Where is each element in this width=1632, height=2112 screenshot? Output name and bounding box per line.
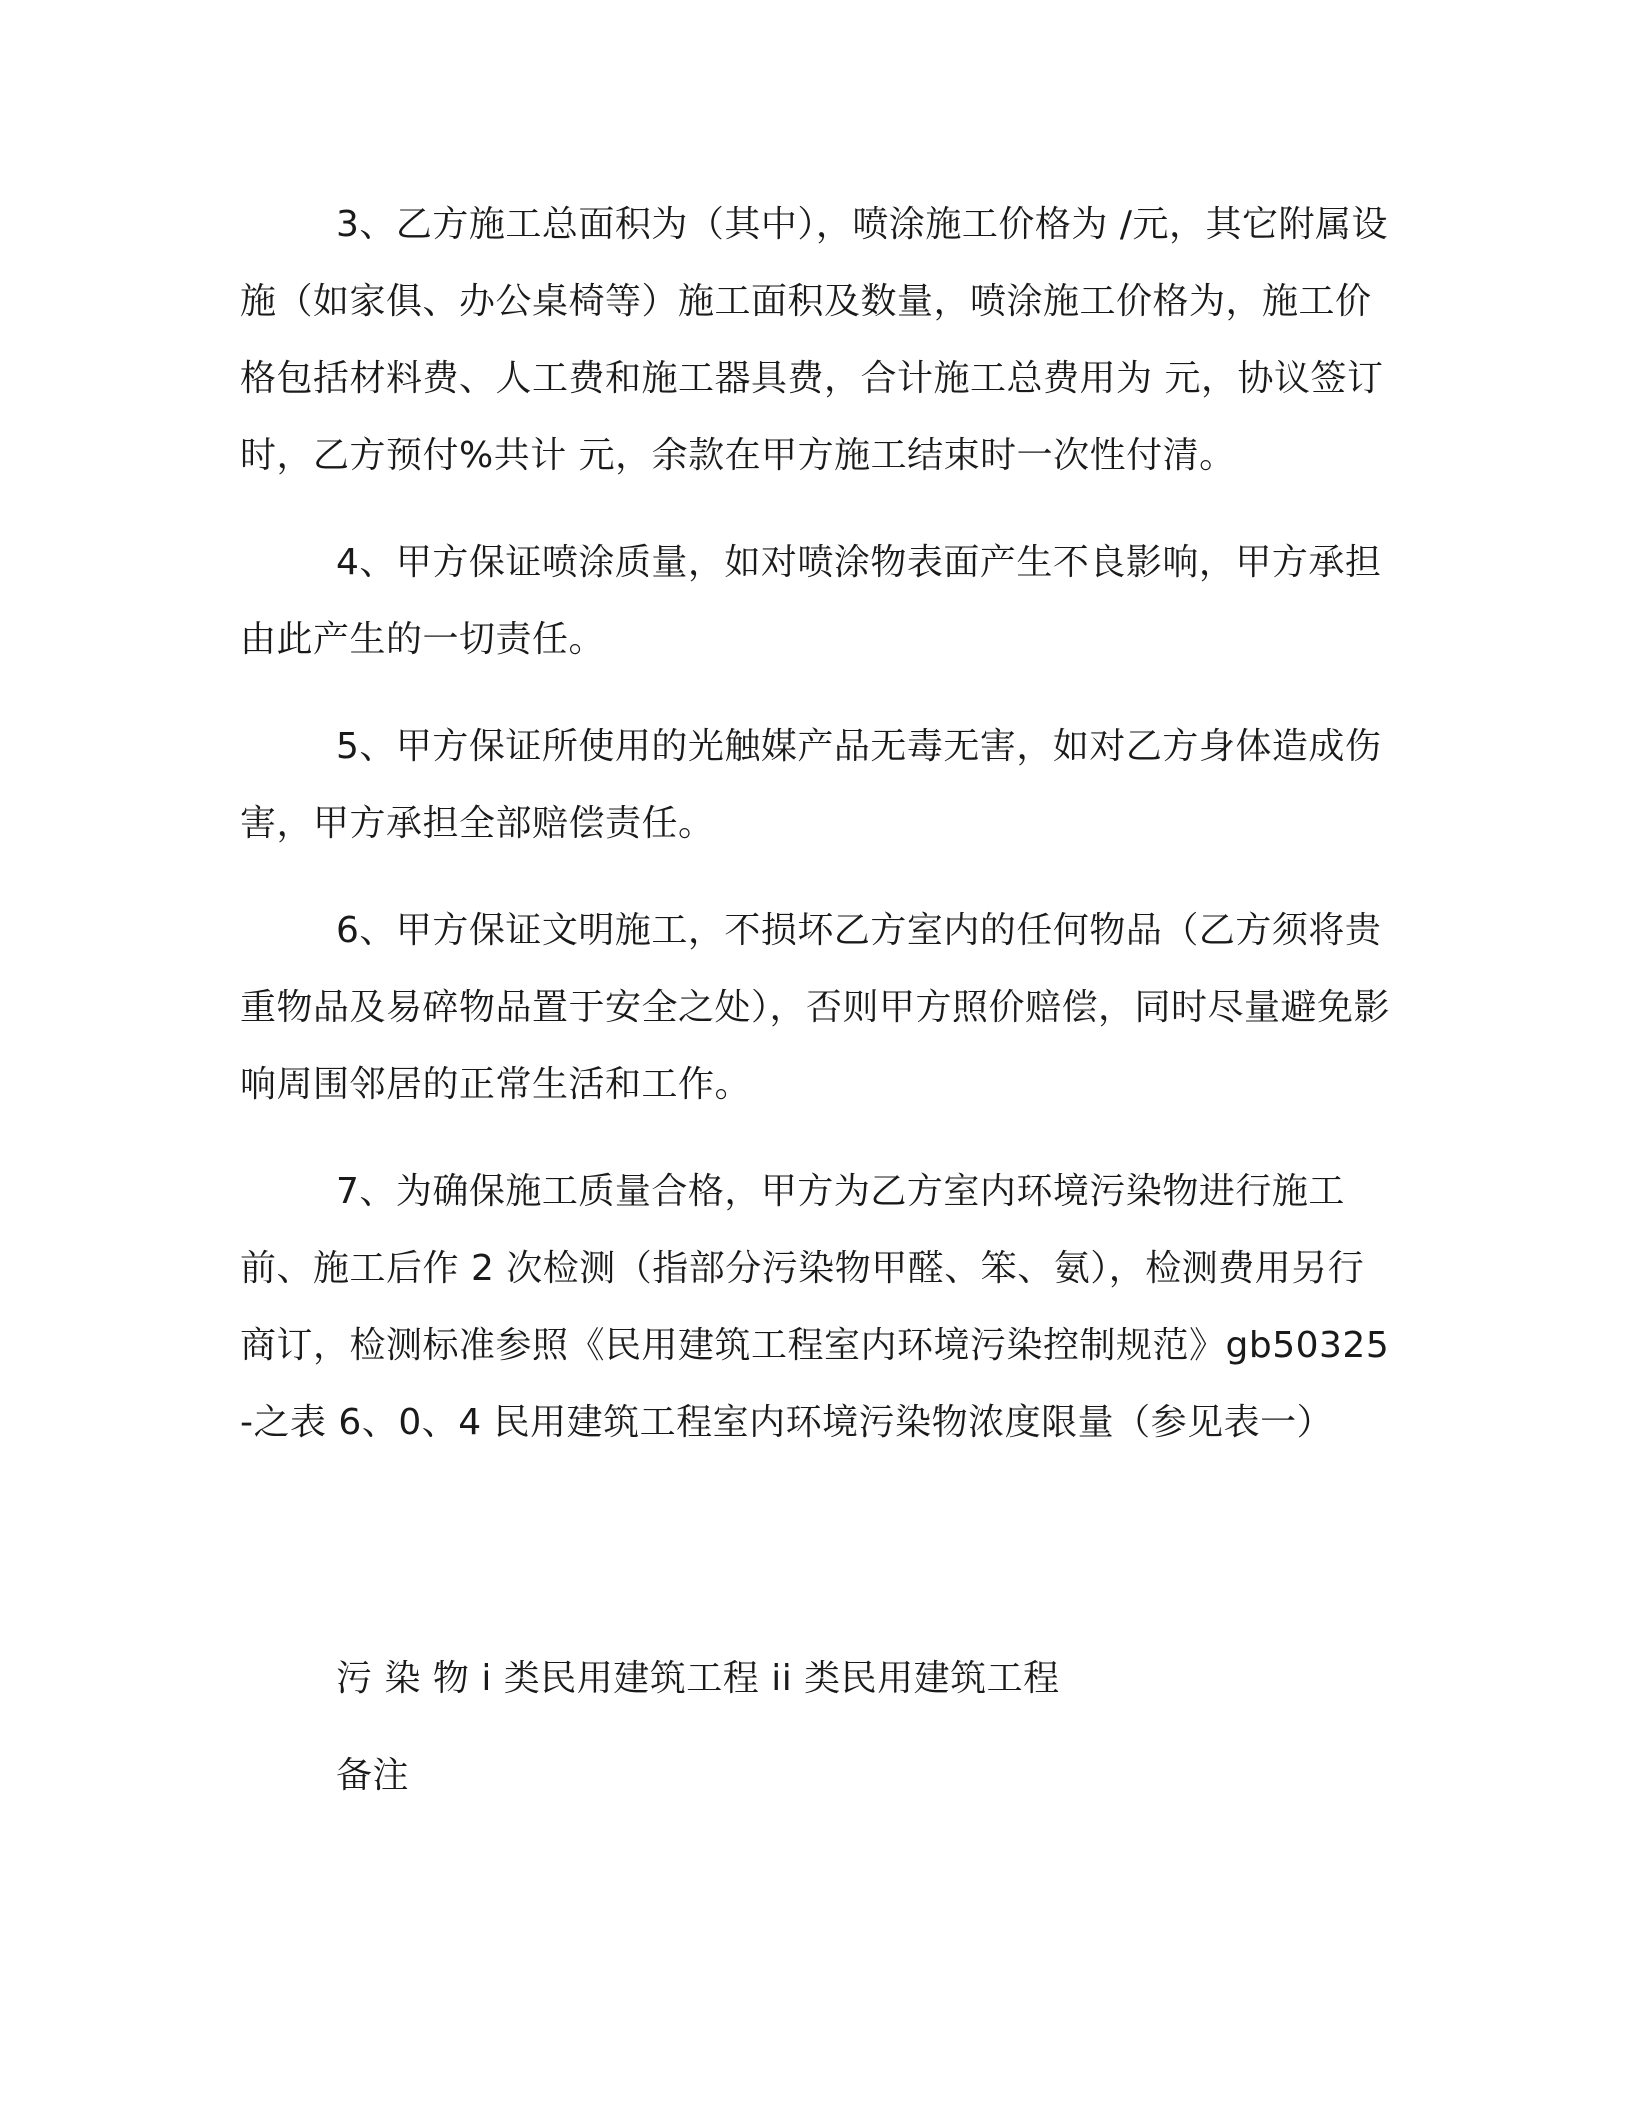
pollutant-table <box>336 1640 1336 1814</box>
clause-5: 5、甲方保证所使用的光触媒产品无毒无害，如对乙方身体造成伤害，甲方承担全部赔偿责任。 <box>240 726 1382 844</box>
clause-3: 3、乙方施工总面积为（其中），喷涂施工价格为 /元，其它附属设施（如家俱、办公桌椅等）施工面积及数量，喷涂施工价格为，施工价格包括材料费、人工费和施工器具费，合计施工总费用为 元，协议签订时，乙方预付%共计 元，余款在甲方施工结束时一次性付清。 <box>240 204 1388 476</box>
contract-body <box>240 186 1390 1461</box>
clause-7: 7、为确保施工质量合格，甲方为乙方室内环境污染物进行施工前、施工后作 2 次检测（指部分污染物甲醛、笨、氨），检测费用另行商订，检测标准参照《民用建筑工程室内环境污染控制规范》gb50325-之表 6、0、4 民用建筑工程室内环境污染物浓度限量（参见表一） <box>240 1171 1390 1443</box>
table-remark: 备注 <box>336 1755 410 1796</box>
clause-6: 6、甲方保证文明施工，不损坏乙方室内的任何物品（乙方须将贵重物品及易碎物品置于安全之处），否则甲方照价赔偿，同时尽量避免影响周围邻居的正常生活和工作。 <box>240 910 1391 1105</box>
table-header: 污 染 物 i 类民用建筑工程 ii 类民用建筑工程 <box>336 1658 1060 1699</box>
clause-4: 4、甲方保证喷涂质量，如对喷涂物表面产生不良影响，甲方承担由此产生的一切责任。 <box>240 542 1382 660</box>
